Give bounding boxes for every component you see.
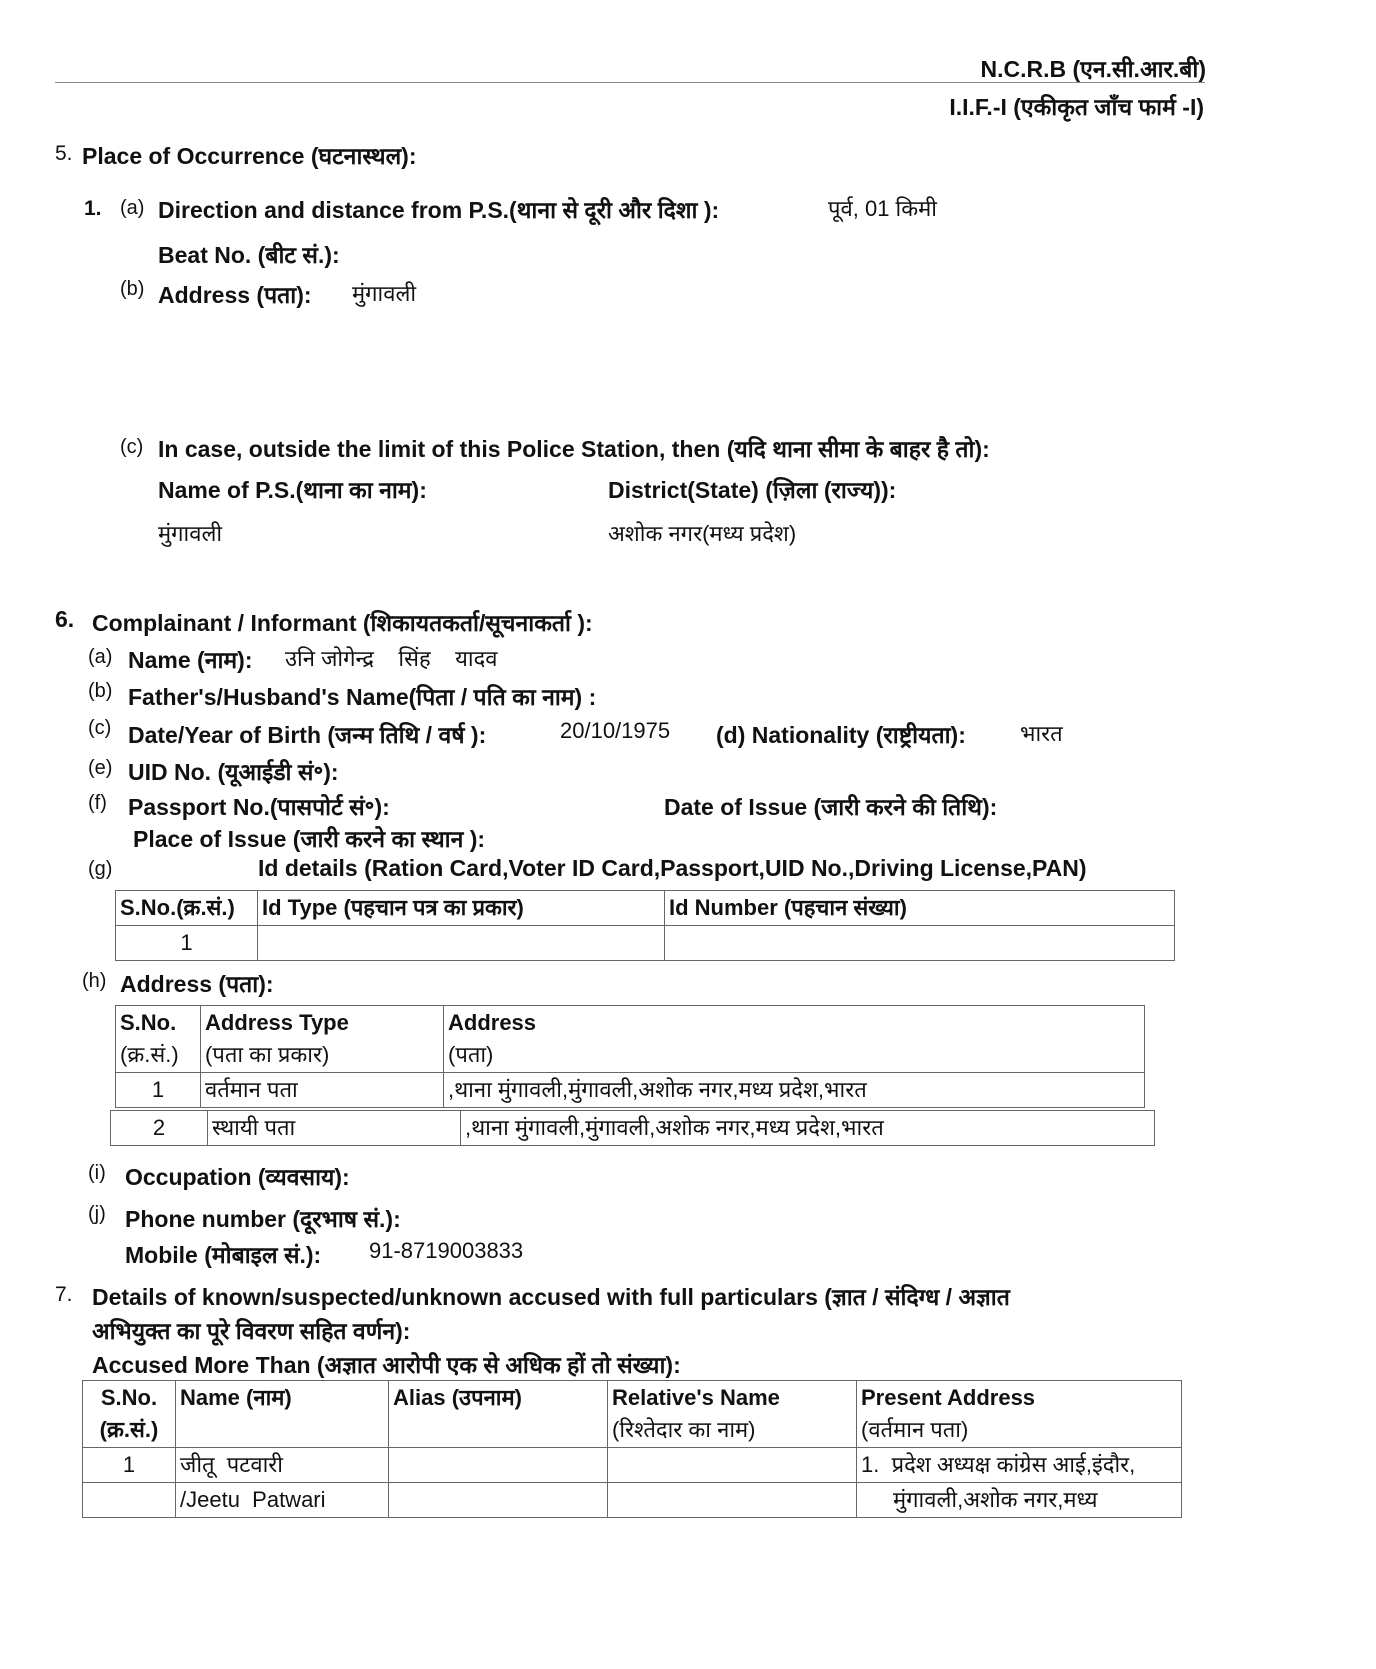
cell-relative [608,1448,857,1483]
address-table-row2 [110,1110,1155,1146]
cell-empty [608,1483,857,1518]
label-c: (c) [120,436,144,458]
table-row [116,926,1175,961]
label-6f: (f) [88,792,107,814]
table-row [83,1448,1182,1483]
cell-sno: 1 [83,1448,176,1483]
date-of-issue-label: Date of Issue (जारी करने की तिथि): [664,794,998,820]
address-value: मुंगावली [352,281,417,306]
col-id-type: Id Type (पहचान पत्र का प्रकार) [258,891,665,926]
item-number: 1. [84,197,102,220]
col-sno-en: S.No. [120,1010,177,1035]
father-name-label: Father's/Husband's Name(पिता / पति का नाम) : [128,684,597,710]
cell-address-type: वर्तमान पता [201,1073,444,1108]
occupation-label: Occupation (व्यवसाय): [125,1164,350,1190]
col-sno-hi: (क्र.सं.) [120,1042,179,1067]
label-a: (a) [120,197,145,219]
col-relative [608,1381,857,1448]
cell-address-type: स्थायी पता [208,1111,461,1146]
cell-alias [389,1448,608,1483]
district-label: District(State) (ज़िला (राज्य)): [608,477,897,503]
section7-title-line2: अभियुक्त का पूरे विवरण सहित वर्णन): [92,1318,411,1344]
cell-address-line1: 1. प्रदेश अध्यक्ष कांग्रेस आई,इंदौर, [857,1448,1182,1483]
label-6b: (b) [88,680,113,702]
ps-name-value: मुंगावली [158,521,223,546]
table-header-row [116,891,1175,926]
id-details-label: Id details (Ration Card,Voter ID Card,Passport,UID No.,Driving License,PAN) [258,855,1087,881]
cell-empty [389,1483,608,1518]
passport-label: Passport No.(पासपोर्ट सं॰): [128,794,390,820]
cell-address-line2: मुंगावली,अशोक नगर,मध्य [857,1483,1182,1518]
complainant-address-label: Address (पता): [120,971,274,997]
header-divider [55,82,1205,83]
district-value: अशोक नगर(मध्य प्रदेश) [608,521,797,546]
section6-number: 6. [55,606,75,632]
id-details-table [115,890,1175,961]
address-table [115,1005,1145,1108]
table-header-row [83,1381,1182,1448]
section7-title-line1: Details of known/suspected/unknown accused with full particulars (ज्ञात / संदिग्ध / अज्ञात [92,1284,1010,1310]
dob-value: 20/10/1975 [560,718,671,743]
label-b: (b) [120,278,145,300]
col-address-type-hi: (पता का प्रकार) [205,1042,330,1067]
col-relative-en: Relative's Name [612,1385,780,1410]
section5-number: 5. [55,142,73,165]
table-row [111,1111,1155,1146]
dob-label: Date/Year of Birth (जन्म तिथि / वर्ष ): [128,722,487,748]
label-6e: (e) [88,757,113,779]
mobile-label: Mobile (मोबाइल सं.): [125,1242,322,1268]
address-label: Address (पता): [158,282,312,308]
col-sno: S.No.(क्र.सं.) [116,891,258,926]
col-alias: Alias (उपनाम) [389,1381,608,1448]
outside-limit-label: In case, outside the limit of this Police Station, then (यदि थाना सीमा के बाहर है तो): [158,436,990,462]
cell-address: ,थाना मुंगावली,मुंगावली,अशोक नगर,मध्य प्रदेश,भारत [461,1111,1155,1146]
label-6g: (g) [88,858,113,880]
mobile-value: 91-8719003833 [369,1238,524,1263]
cell-id-number [665,926,1175,961]
accused-table [82,1380,1182,1518]
col-address-type-en: Address Type [205,1010,349,1035]
col-sno [83,1381,176,1448]
col-sno-en: S.No. [100,1385,158,1410]
direction-value: पूर्व, 01 किमी [828,196,937,221]
form-title: I.I.F.-I (एकीकृत जाँच फार्म -I) [949,94,1204,120]
cell-empty [83,1483,176,1518]
direction-label: Direction and distance from P.S.(थाना से दूरी और दिशा ): [158,197,720,223]
col-address-hi: (वर्तमान पता) [861,1417,969,1442]
label-6j: (j) [88,1203,106,1225]
cell-name-hi: जीतू पटवारी [176,1448,389,1483]
col-address [444,1006,1145,1073]
col-id-number: Id Number (पहचान संख्या) [665,891,1175,926]
cell-sno: 1 [116,1073,201,1108]
cell-id-type [258,926,665,961]
col-address-en: Address [448,1010,537,1035]
section5-title: Place of Occurrence (घटनास्थल): [82,143,417,169]
place-of-issue-label: Place of Issue (जारी करने का स्थान ): [133,826,486,852]
ps-name-label: Name of P.S.(थाना का नाम): [158,477,427,503]
label-6i: (i) [88,1162,106,1184]
nationality-value: भारत [1020,721,1063,746]
complainant-name-value: उनि जोगेन्द्र सिंह यादव [285,646,498,671]
col-address-en: Present Address [861,1385,1036,1410]
table-header-row [116,1006,1145,1073]
col-sno-hi: (क्र.सं.) [99,1417,159,1442]
col-name: Name (नाम) [176,1381,389,1448]
table-row [116,1073,1145,1108]
phone-label: Phone number (दूरभाष सं.): [125,1206,401,1232]
col-sno [116,1006,201,1073]
col-address-type [201,1006,444,1073]
table-row [83,1483,1182,1518]
label-6h: (h) [82,970,107,992]
beat-label: Beat No. (बीट सं.): [158,242,340,268]
col-relative-hi: (रिश्तेदार का नाम) [612,1417,756,1442]
cell-address: ,थाना मुंगावली,मुंगावली,अशोक नगर,मध्य प्रदेश,भारत [444,1073,1145,1108]
cell-name-en: /Jeetu Patwari [176,1483,389,1518]
col-address-hi: (पता) [448,1042,494,1067]
cell-sno: 1 [116,926,258,961]
section7-number: 7. [55,1283,73,1306]
complainant-name-label: Name (नाम): [128,647,253,673]
cell-sno: 2 [111,1111,208,1146]
col-present-address [857,1381,1182,1448]
label-6c: (c) [88,717,112,739]
org-header: N.C.R.B (एन.सी.आर.बी) [980,56,1206,82]
label-6a: (a) [88,646,113,668]
accused-more-than-label: Accused More Than (अज्ञात आरोपी एक से अधिक हों तो संख्या): [92,1352,681,1378]
uid-label: UID No. (यूआईडी सं॰): [128,759,339,785]
section6-title: Complainant / Informant (शिकायतकर्ता/सूचनाकर्ता ): [92,610,593,636]
nationality-label: (d) Nationality (राष्ट्रीयता): [716,722,966,748]
